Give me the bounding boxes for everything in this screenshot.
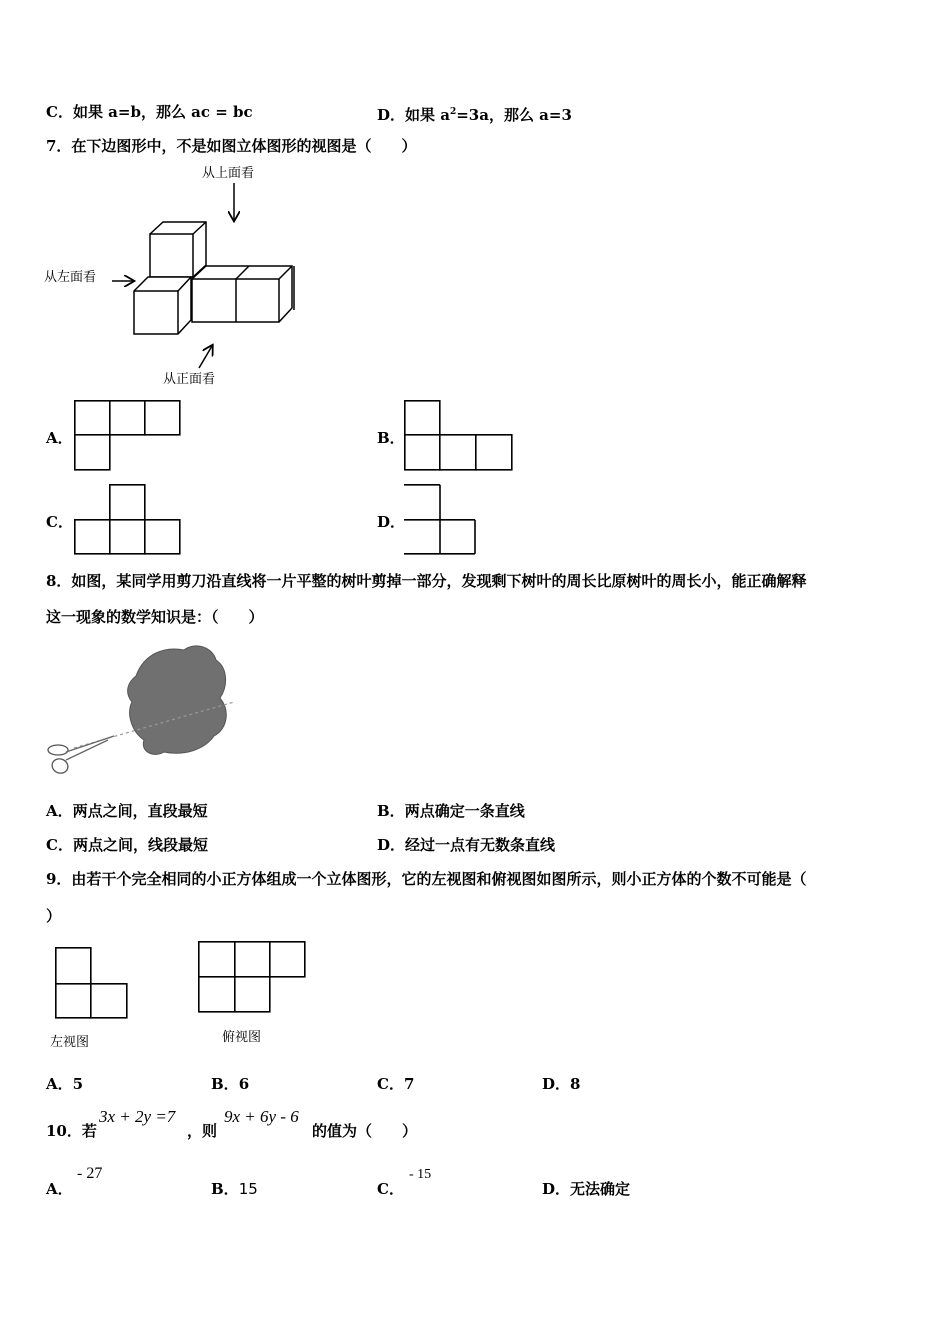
q9-top-view-figure [198, 941, 308, 1015]
q8-option-b-label: B． [377, 802, 405, 820]
q7-option-a-label: A． [46, 429, 73, 447]
q9-top-view-caption: 俯视图 [222, 1030, 262, 1045]
q8-option-b-text: 两点确定一条直线 [404, 802, 525, 820]
q9-stem-line1: 9．由若干个完全相同的小正方体组成一个立体图形，它的左视图和俯视图如图所示，则小正方体的个数不可能是（ [46, 870, 807, 888]
q8-stem-line1: 8．如图，某同学用剪刀沿直线将一片平整的树叶剪掉一部分，发现剩下树叶的周长比原树叶的周长小，能正确解释 [46, 572, 807, 590]
q6-option-c-text: 如果 a=b，那么 ac = bc [72, 103, 253, 121]
q10-suffix: 的值为（ ） [312, 1122, 418, 1140]
q7-solid-figure [0, 0, 950, 420]
q8-leaf-scissors-figure [44, 640, 244, 785]
q10-mid: ，则 [187, 1122, 218, 1140]
q7-label-front: 从正面看 [163, 372, 216, 387]
q9-option-c-label: C． [377, 1075, 404, 1093]
q10-option-c-label: C． [377, 1180, 404, 1198]
q8-stem-line2: 这一现象的数学知识是：（ ） [46, 608, 264, 626]
q7-option-d-figure [404, 484, 484, 556]
q6-option-d-sup: 2 [449, 107, 457, 117]
q9-option-b [211, 1074, 249, 1094]
q8-option-c [46, 835, 208, 855]
q6-option-d-text-a: 如果 a [405, 106, 450, 124]
q9-left-view-caption: 左视图 [50, 1035, 90, 1050]
q8-option-c-text: 两点之间，线段最短 [72, 836, 208, 854]
q8-option-a-text: 两点之间，直段最短 [72, 802, 208, 820]
q9-option-d-text: 8 [570, 1075, 581, 1093]
q9-option-b-text: 6 [238, 1075, 250, 1093]
q10-option-a-label: A． [46, 1180, 73, 1198]
q8-option-a [46, 801, 208, 821]
q10-option-a-text: - 27 [77, 1165, 103, 1182]
q7-option-b-figure [404, 400, 516, 472]
q8-option-d-label: D． [377, 836, 406, 854]
q9-stem-line2: ） [46, 907, 62, 925]
q10-option-d [542, 1179, 630, 1199]
q10-prefix: 10．若 [46, 1122, 97, 1140]
q10-option-d-label: D． [542, 1180, 571, 1198]
q9-left-view-figure [55, 947, 131, 1021]
q7-stem: 7．在下边图形中，不是如图立体图形的视图是（ ） [46, 137, 417, 155]
q7-label-top: 从上面看 [202, 166, 255, 181]
q10-option-c-text: - 15 [409, 1167, 432, 1182]
q8-option-a-label: A． [46, 802, 73, 820]
q8-option-d [377, 835, 555, 855]
q7-option-c-label: C． [46, 513, 73, 531]
q10-expr2: 9x + 6y - 6 [224, 1107, 299, 1126]
q10-option-b-text: 15 [238, 1180, 258, 1198]
q10-option-d-text: 无法确定 [570, 1180, 631, 1198]
q9-option-a-text: 5 [72, 1075, 84, 1093]
q7-option-b-label: B． [377, 429, 405, 447]
q6-option-c-label: C． [46, 103, 73, 121]
q6-option-d-label: D． [377, 106, 406, 124]
q9-option-c-text: 7 [403, 1075, 415, 1093]
q7-option-d-label: D． [377, 513, 406, 531]
q7-label-left: 从左面看 [44, 270, 97, 285]
q9-option-b-label: B． [211, 1075, 239, 1093]
q9-option-a-label: A． [46, 1075, 73, 1093]
q8-option-d-text: 经过一点有无数条直线 [405, 836, 556, 854]
q10-expr1: 3x + 2y =7 [99, 1107, 176, 1126]
q9-option-d [542, 1074, 580, 1094]
q8-option-b [377, 801, 525, 821]
q9-option-d-label: D． [542, 1075, 571, 1093]
q8-option-c-label: C． [46, 836, 73, 854]
q9-option-a [46, 1074, 83, 1094]
q10-option-b-label: B． [211, 1180, 239, 1198]
q10-option-b [211, 1179, 258, 1199]
q7-option-c-figure [74, 484, 184, 556]
q7-option-a-figure [74, 400, 184, 472]
q6-option-d-text-b: =3a，那么 a=3 [456, 106, 572, 124]
q9-option-c [377, 1074, 414, 1094]
